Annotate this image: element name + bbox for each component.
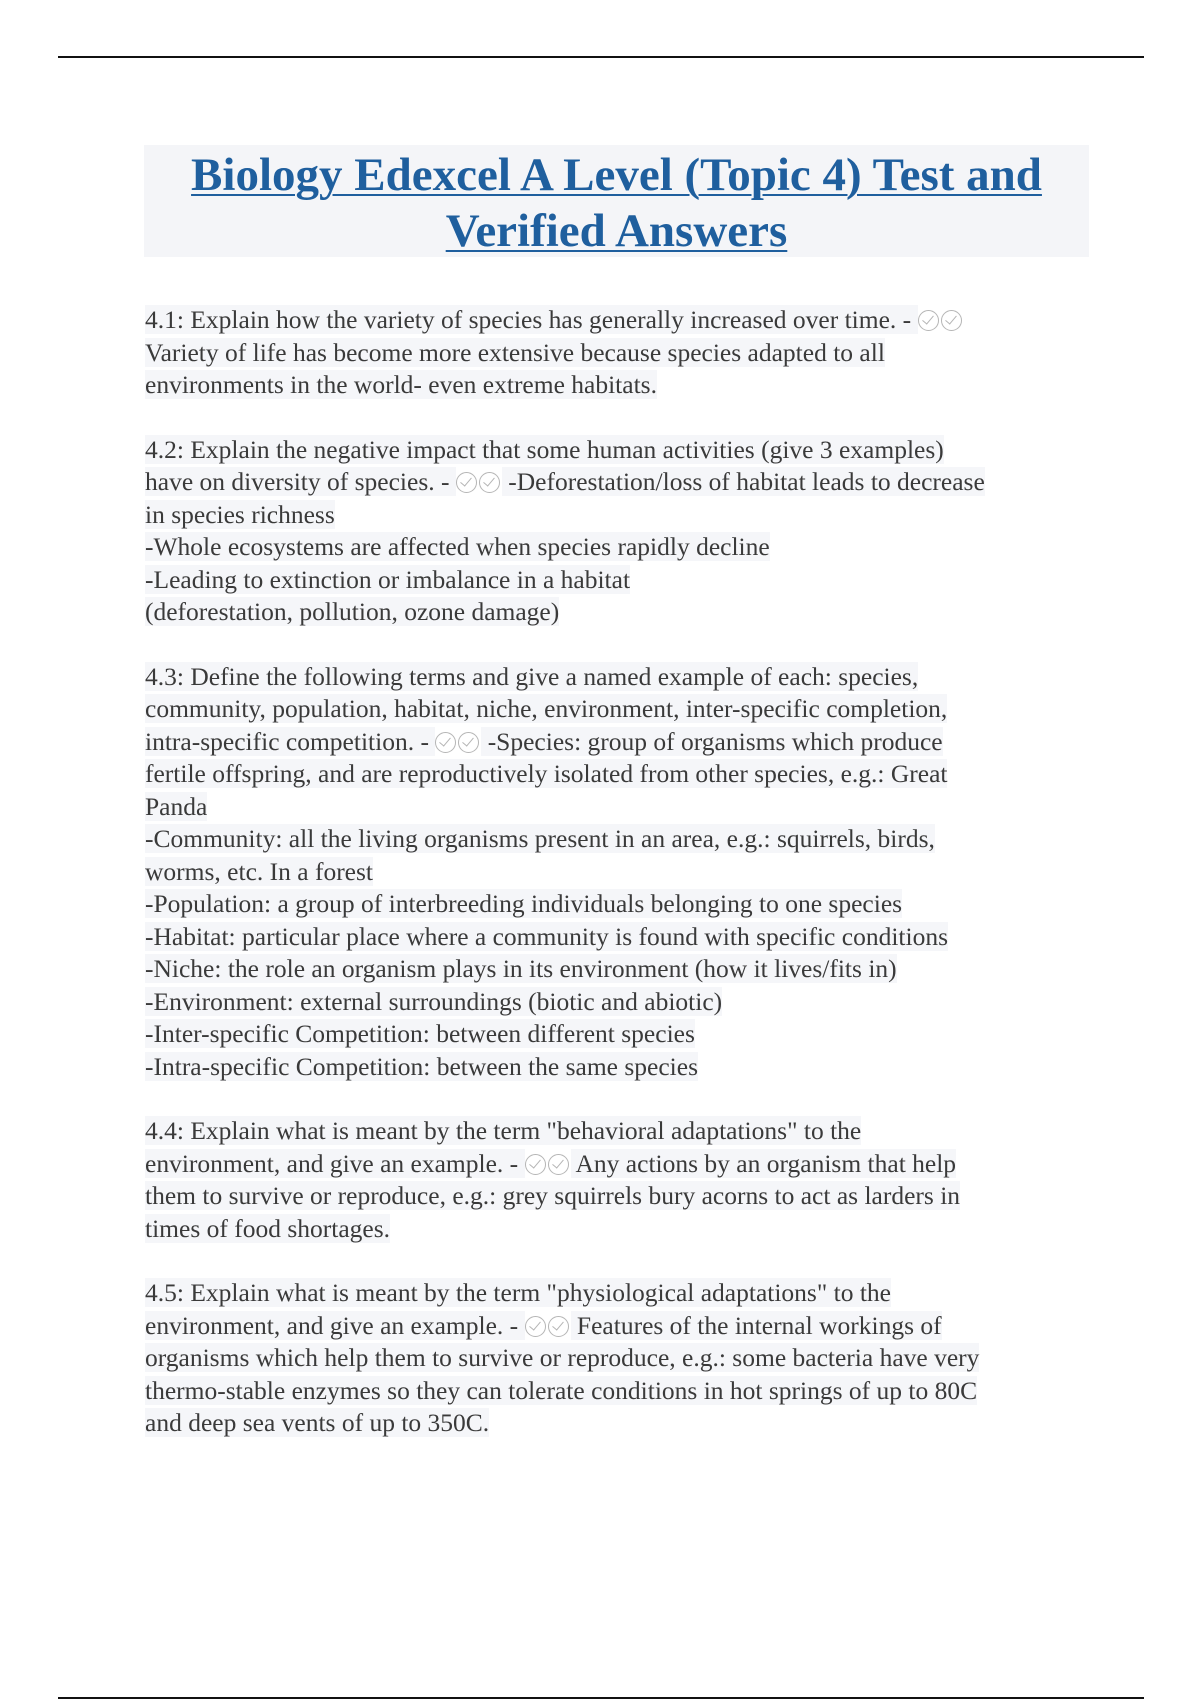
qa-list [145, 304, 1090, 1472]
text-line [145, 1213, 1090, 1246]
line-text: -Leading to extinction or imbalance in a habitat [145, 564, 631, 594]
line-text: -Inter-specific Competition: between different species [145, 1019, 695, 1048]
text-line [145, 986, 1090, 1019]
line-text: times of food shortages. [145, 1213, 391, 1243]
text-line [145, 466, 1090, 499]
text-line [145, 1375, 1090, 1408]
check-circle-icon [918, 310, 939, 331]
text-line [145, 661, 1090, 694]
line-text: 4.3: Define the following terms and give a named example of each: species, [145, 661, 919, 691]
text-line [145, 726, 1090, 759]
line-text: -Population: a group of interbreeding individuals belonging to one species [145, 889, 903, 918]
text-line [145, 823, 1090, 856]
line-text: -Intra-specific Competition: between the same species [145, 1051, 699, 1081]
text-line [145, 953, 1090, 986]
text-line [145, 499, 1090, 532]
text-line [145, 564, 1090, 597]
line-text-after-icon: -Deforestation/loss of habitat leads to decrease [501, 467, 985, 496]
title-line-1: Biology Edexcel A Level (Topic 4) Test and [191, 149, 1042, 201]
check-circle-icon [479, 472, 500, 493]
line-text: thermo-stable enzymes so they can tolerate conditions in hot springs of up to 80C [145, 1375, 978, 1405]
line-text-after-icon: -Species: group of organisms which produce [481, 726, 943, 756]
line-text: -Whole ecosystems are affected when species rapidly decline [145, 532, 770, 561]
line-text: Panda [145, 791, 208, 821]
qa-item [145, 661, 1090, 1084]
line-text: 4.1: Explain how the variety of species has generally increased over time. - [145, 305, 918, 334]
line-text: environment, and give an example. - [145, 1148, 525, 1178]
line-text: 4.4: Explain what is meant by the term "behavioral adaptations" to the [145, 1116, 862, 1145]
text-line [145, 1051, 1090, 1084]
line-text: (deforestation, pollution, ozone damage) [145, 597, 560, 626]
line-text: 4.2: Explain the negative impact that some human activities (give 3 examples) [145, 434, 944, 464]
text-line [145, 596, 1090, 629]
text-line [145, 1148, 1090, 1181]
title-box [144, 145, 1089, 257]
line-text-after-icon: Any actions by an organism that help [570, 1148, 957, 1178]
line-text: worms, etc. In a forest [145, 856, 374, 886]
line-text: environment, and give an example. - [145, 1310, 525, 1340]
text-line [145, 1277, 1090, 1310]
check-circle-icon [525, 1154, 546, 1175]
line-text: Variety of life has become more extensive because species adapted to all [145, 337, 885, 367]
qa-item [145, 1115, 1090, 1245]
text-line [145, 758, 1090, 791]
text-line [145, 1115, 1090, 1148]
line-text: environments in the world- even extreme habitats. [145, 370, 657, 399]
check-circle-icon [525, 1316, 546, 1337]
line-text: -Community: all the living organisms present in an area, e.g.: squirrels, birds, [145, 824, 935, 853]
line-text: 4.5: Explain what is meant by the term "physiological adaptations" to the [145, 1278, 891, 1307]
text-line [145, 693, 1090, 726]
text-line [145, 1310, 1090, 1343]
text-line [145, 791, 1090, 824]
line-text-after-icon: Features of the internal workings of [570, 1310, 942, 1340]
line-text: fertile offspring, and are reproductively isolated from other species, e.g.: Great [145, 759, 948, 788]
line-text: in species richness [145, 499, 335, 529]
check-circle-icon [548, 1316, 569, 1337]
line-text: organisms which help them to survive or reproduce, e.g.: some bacteria have very [145, 1343, 980, 1372]
check-circle-icon [548, 1154, 569, 1175]
text-line [145, 1018, 1090, 1051]
text-line [145, 1342, 1090, 1375]
check-circle-icon [435, 732, 456, 753]
line-text: -Habitat: particular place where a community is found with specific conditions [145, 921, 949, 951]
check-circle-icon [456, 472, 477, 493]
text-line [145, 856, 1090, 889]
text-line [145, 888, 1090, 921]
bottom-rule [58, 1697, 1144, 1699]
title-line-2: Verified Answers [445, 205, 788, 257]
text-line [145, 1407, 1090, 1440]
line-text: and deep sea vents of up to 350C. [145, 1408, 490, 1437]
text-line [145, 921, 1090, 954]
text-line [145, 337, 1090, 370]
check-circle-icon [941, 310, 962, 331]
qa-item [145, 304, 1090, 402]
top-rule [58, 56, 1144, 58]
text-line [145, 369, 1090, 402]
line-text: -Niche: the role an organism plays in its environment (how it lives/fits in) [145, 954, 897, 983]
check-circle-icon [458, 732, 479, 753]
line-text: intra-specific competition. - [145, 726, 436, 756]
line-text: them to survive or reproduce, e.g.: grey squirrels bury acorns to act as larders in [145, 1181, 961, 1210]
text-line [145, 304, 1090, 337]
line-text: have on diversity of species. - [145, 467, 456, 496]
text-line [145, 434, 1090, 467]
text-line [145, 531, 1090, 564]
qa-item [145, 1277, 1090, 1440]
page-title [144, 145, 1089, 259]
qa-item [145, 434, 1090, 629]
line-text: -Environment: external surroundings (biotic and abiotic) [145, 986, 723, 1016]
text-line [145, 1180, 1090, 1213]
line-text: community, population, habitat, niche, environment, inter-specific completion, [145, 694, 948, 723]
